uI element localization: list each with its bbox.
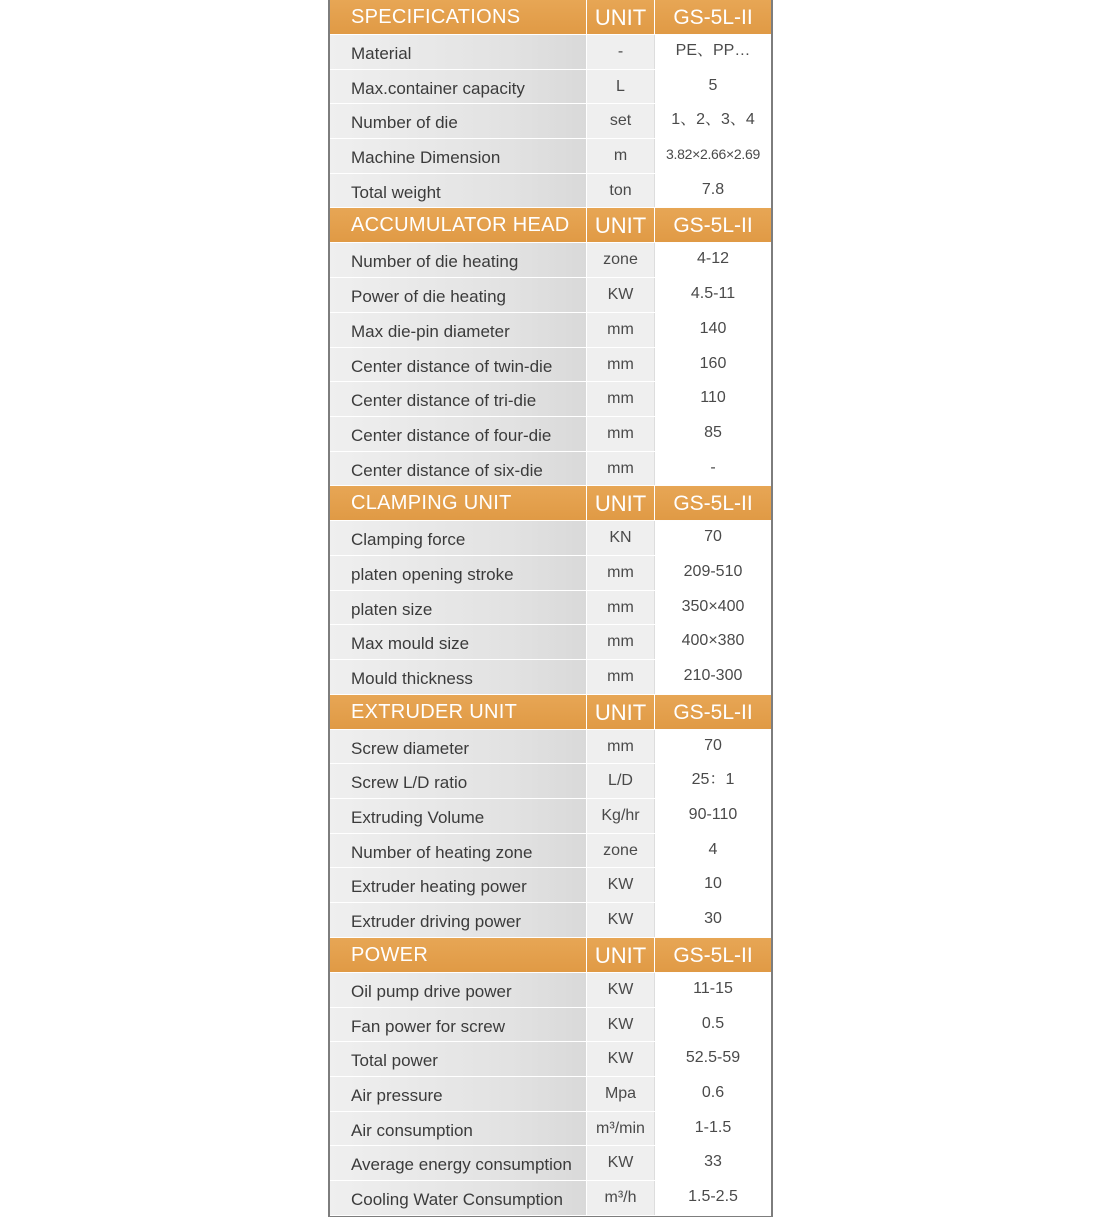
unit-column-header: UNIT [586, 938, 654, 972]
table-row [330, 1008, 771, 1043]
row-label: Max die-pin diameter [330, 313, 586, 347]
row-label: Screw diameter [330, 730, 586, 764]
row-value: 110 [654, 382, 771, 416]
model-column-header: GS-5L-II [654, 0, 771, 34]
row-label: Total power [330, 1042, 586, 1076]
row-value: 11-15 [654, 973, 771, 1007]
row-label: Max.container capacity [330, 70, 586, 104]
row-unit: KW [586, 903, 654, 937]
table-row [330, 973, 771, 1008]
row-label: Cooling Water Consumption [330, 1181, 586, 1215]
table-row [330, 1146, 771, 1181]
table-row [330, 35, 771, 70]
row-unit: mm [586, 452, 654, 486]
table-row [330, 521, 771, 556]
table-row [330, 243, 771, 278]
row-unit: KW [586, 278, 654, 312]
row-value: 210-300 [654, 660, 771, 694]
row-unit: mm [586, 313, 654, 347]
spec-table [328, 0, 773, 1217]
row-unit: KW [586, 1008, 654, 1042]
model-column-header: GS-5L-II [654, 208, 771, 242]
row-label: Mould thickness [330, 660, 586, 694]
section-title: CLAMPING UNIT [351, 492, 512, 515]
row-value: 52.5-59 [654, 1042, 771, 1076]
row-value: 1.5-2.5 [654, 1181, 771, 1215]
table-row [330, 556, 771, 591]
row-unit: mm [586, 730, 654, 764]
row-label: Total weight [330, 174, 586, 208]
table-row [330, 348, 771, 383]
row-label: Oil pump drive power [330, 973, 586, 1007]
table-row [330, 625, 771, 660]
row-label: Extruder driving power [330, 903, 586, 937]
row-label: Number of heating zone [330, 834, 586, 868]
row-value: 3.82×2.66×2.69 [654, 139, 771, 173]
row-unit: Kg/hr [586, 799, 654, 833]
row-label: platen opening stroke [330, 556, 586, 590]
row-label: Machine Dimension [330, 139, 586, 173]
section-header [330, 695, 771, 730]
row-value: 400×380 [654, 625, 771, 659]
table-row [330, 104, 771, 139]
row-value: 90-110 [654, 799, 771, 833]
row-unit: KW [586, 973, 654, 1007]
unit-column-header: UNIT [586, 486, 654, 520]
row-value: 0.5 [654, 1008, 771, 1042]
section-title: POWER [351, 943, 429, 966]
row-value: 10 [654, 868, 771, 902]
table-row [330, 834, 771, 869]
row-value: 4-12 [654, 243, 771, 277]
row-value: 5 [654, 70, 771, 104]
model-column-header: GS-5L-II [654, 695, 771, 729]
unit-column-header: UNIT [586, 208, 654, 242]
table-row [330, 278, 771, 313]
row-label: Center distance of four-die [330, 417, 586, 451]
section-header [330, 208, 771, 243]
row-unit: mm [586, 556, 654, 590]
row-label: Number of die [330, 104, 586, 138]
row-unit: KW [586, 1042, 654, 1076]
row-value: - [654, 452, 771, 486]
section-title: EXTRUDER UNIT [351, 700, 518, 723]
section-header [330, 486, 771, 521]
section-title: SPECIFICATIONS [351, 6, 521, 28]
section-specifications [330, 0, 771, 208]
row-unit: KW [586, 1146, 654, 1180]
row-unit: mm [586, 382, 654, 416]
section-power [330, 938, 771, 1216]
row-unit: mm [586, 591, 654, 625]
section-header [330, 938, 771, 973]
row-label: Center distance of twin-die [330, 348, 586, 382]
row-value: 350×400 [654, 591, 771, 625]
table-row [330, 591, 771, 626]
table-row [330, 382, 771, 417]
table-row [330, 903, 771, 938]
row-value: 1-1.5 [654, 1112, 771, 1146]
row-unit: - [586, 35, 654, 69]
row-unit: m³/min [586, 1112, 654, 1146]
row-value: 209-510 [654, 556, 771, 590]
table-row [330, 660, 771, 695]
section-accumulator-head [330, 208, 771, 486]
row-unit: Mpa [586, 1077, 654, 1111]
model-column-header: GS-5L-II [654, 486, 771, 520]
unit-column-header: UNIT [586, 695, 654, 729]
table-row [330, 452, 771, 487]
row-value: 70 [654, 521, 771, 555]
section-title: ACCUMULATOR HEAD [351, 214, 570, 237]
row-label: Extruding Volume [330, 799, 586, 833]
section-extruder-unit [330, 695, 771, 938]
table-row [330, 1112, 771, 1147]
row-unit: ton [586, 174, 654, 208]
table-row [330, 174, 771, 209]
table-row [330, 868, 771, 903]
row-label: platen size [330, 591, 586, 625]
table-row [330, 1181, 771, 1216]
table-row [330, 313, 771, 348]
row-value: 25：1 [654, 764, 771, 798]
row-unit: L [586, 70, 654, 104]
row-value: 70 [654, 730, 771, 764]
row-value: PE、PP… [654, 35, 771, 69]
row-label: Max mould size [330, 625, 586, 659]
table-row [330, 1042, 771, 1077]
section-clamping-unit [330, 486, 771, 694]
model-column-header: GS-5L-II [654, 938, 771, 972]
unit-column-header: UNIT [586, 0, 654, 34]
row-label: Center distance of six-die [330, 452, 586, 486]
table-row [330, 70, 771, 105]
row-label: Fan power for screw [330, 1008, 586, 1042]
row-value: 0.6 [654, 1077, 771, 1111]
row-label: Average energy consumption [330, 1146, 586, 1180]
row-unit: zone [586, 243, 654, 277]
row-label: Center distance of tri-die [330, 382, 586, 416]
row-value: 85 [654, 417, 771, 451]
row-value: 4.5-11 [654, 278, 771, 312]
table-row [330, 139, 771, 174]
row-unit: mm [586, 417, 654, 451]
row-value: 7.8 [654, 174, 771, 208]
section-header [330, 0, 771, 35]
row-label: Number of die heating [330, 243, 586, 277]
row-value: 4 [654, 834, 771, 868]
table-row [330, 730, 771, 765]
row-label: Clamping force [330, 521, 586, 555]
row-value: 30 [654, 903, 771, 937]
row-label: Air pressure [330, 1077, 586, 1111]
row-value: 33 [654, 1146, 771, 1180]
table-row [330, 799, 771, 834]
row-unit: mm [586, 348, 654, 382]
row-unit: KN [586, 521, 654, 555]
row-unit: m [586, 139, 654, 173]
row-unit: mm [586, 660, 654, 694]
row-value: 1、2、3、4 [654, 104, 771, 138]
row-unit: KW [586, 868, 654, 902]
table-row [330, 417, 771, 452]
row-unit: m³/h [586, 1181, 654, 1215]
row-label: Air consumption [330, 1112, 586, 1146]
row-unit: zone [586, 834, 654, 868]
row-label: Power of die heating [330, 278, 586, 312]
row-value: 160 [654, 348, 771, 382]
row-unit: mm [586, 625, 654, 659]
row-label: Screw L/D ratio [330, 764, 586, 798]
row-unit: L/D [586, 764, 654, 798]
row-unit: set [586, 104, 654, 138]
row-value: 140 [654, 313, 771, 347]
row-label: Material [330, 35, 586, 69]
table-row [330, 1077, 771, 1112]
table-row [330, 764, 771, 799]
row-label: Extruder heating power [330, 868, 586, 902]
